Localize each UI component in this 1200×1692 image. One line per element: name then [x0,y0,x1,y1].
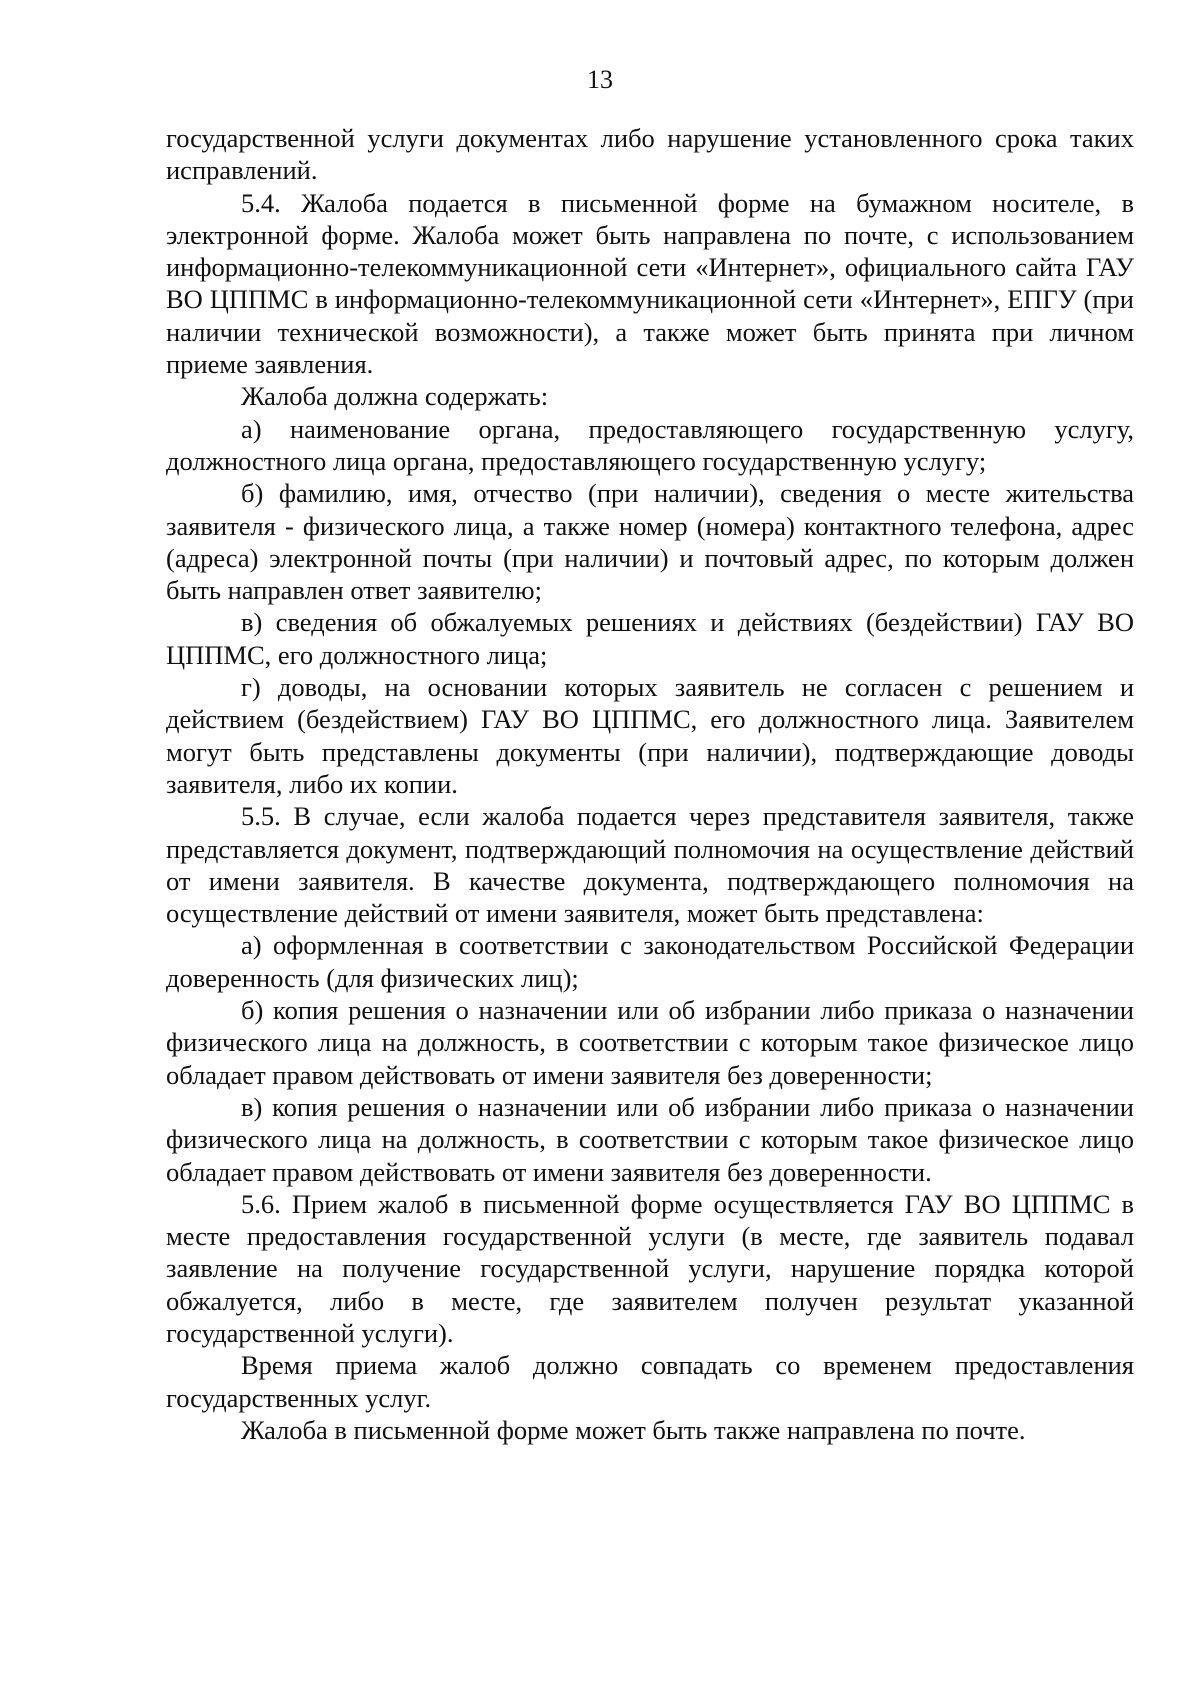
paragraph: а) оформленная в соответствии с законодательством Российской Федерации доверенность (для физических лиц); [166,930,1134,993]
paragraph: 5.4. Жалоба подается в письменной форме на бумажном носителе, в электронной форме. Жалоба может быть направлена по почте, с использованием информационно-телекоммуникационной сети «Интернет», официального сайта ГАУ ВО ЦППМС в информационно-телекоммуникационной сети «Интернет», ЕПГУ (при наличии технической возможности), а также может быть принята при личном приеме заявления. [166,187,1134,380]
paragraph: б) фамилию, имя, отчество (при наличии), сведения о месте жительства заявителя - физического лица, а также номер (номера) контактного телефона, адрес (адреса) электронной почты (при наличии) и почтовый адрес, по которым должен быть направлен ответ заявителю; [166,478,1134,606]
page-number: 13 [587,65,613,94]
paragraph: г) доводы, на основании которых заявитель не согласен с решением и действием (бездействием) ГАУ ВО ЦППМС, его должностного лица. Заявителем могут быть представлены документы (при наличии), подтверждающие доводы заявителя, либо их копии. [166,672,1134,799]
paragraph: 5.6. Прием жалоб в письменной форме осуществляется ГАУ ВО ЦППМС в месте предоставления государственной услуги (в месте, где заявитель подавал заявление на получение государственной услуги, нарушение порядка которой обжалуется, либо в месте, где заявителем получен результат указанной государственной услуги). [166,1188,1134,1348]
paragraph: 5.5. В случае, если жалоба подается через представителя заявителя, также представляется документ, подтверждающий полномочия на осуществление действий от имени заявителя. В качестве документа, подтверждающего полномочия на осуществление действий от имени заявителя, может быть представлена: [166,801,1134,929]
paragraph: государственной услуги документах либо нарушение установленного срока таких исправлений. [166,123,1134,186]
paragraph: Жалоба в письменной форме может быть также направлена по почте. [241,1414,1026,1445]
paragraph: а) наименование органа, предоставляющего государственную услугу, должностного лица органа, предоставляющего государственную услугу; [166,413,1134,476]
paragraph: в) сведения об обжалуемых решениях и действиях (бездействии) ГАУ ВО ЦППМС, его должностного лица; [166,607,1134,670]
paragraph: в) копия решения о назначении или об избрании либо приказа о назначении физического лица на должность, в соответствии с которым такое физическое лицо обладает правом действовать от имени заявителя без доверенности. [166,1091,1134,1187]
document-body [166,122,1134,1446]
paragraph: Жалоба должна содержать: [241,381,549,412]
paragraph: Время приема жалоб должно совпадать со временем предоставления государственных услуг. [166,1350,1134,1413]
paragraph: б) копия решения о назначении или об избрании либо приказа о назначении физического лица на должность, в соответствии с которым такое физическое лицо обладает правом действовать от имени заявителя без доверенности; [166,995,1134,1090]
